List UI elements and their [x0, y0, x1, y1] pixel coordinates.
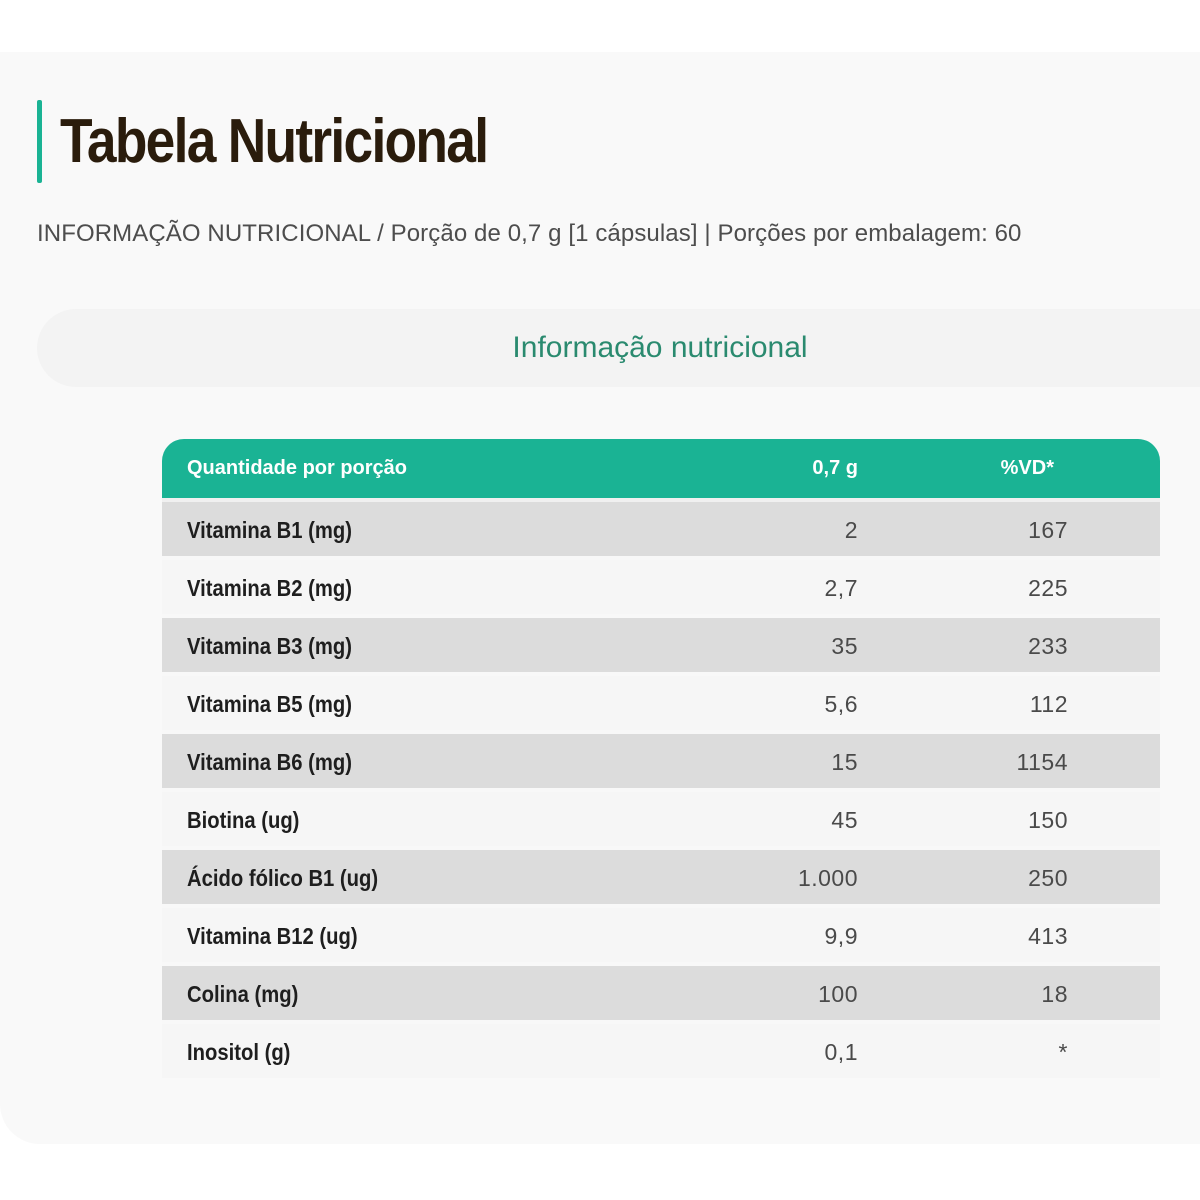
serving-info: INFORMAÇÃO NUTRICIONAL / Porção de 0,7 g [1 cápsulas] | Porções por embalagem: 60 [37, 220, 1022, 247]
nutrient-amount: 9,9 [824, 923, 858, 949]
page-title: Tabela Nutricional [60, 107, 488, 176]
table-row [162, 734, 1160, 792]
table-row [162, 676, 1160, 734]
nutrient-amount: 15 [831, 749, 858, 775]
accordion-label: Informação nutricional [512, 331, 808, 364]
nutrient-name: Ácido fólico B1 (ug) [187, 865, 379, 891]
nutrient-amount: 2 [844, 517, 858, 543]
table-row [162, 502, 1160, 560]
nutrient-name: Vitamina B6 (mg) [187, 749, 352, 775]
nutrient-name: Vitamina B3 (mg) [187, 633, 352, 659]
nutrient-vd: 167 [1028, 517, 1068, 543]
nutrient-name: Colina (mg) [187, 981, 299, 1007]
nutrient-vd: 250 [1028, 865, 1068, 891]
table-row [162, 908, 1160, 966]
nutrient-vd: 225 [1028, 575, 1068, 601]
nutrient-amount: 100 [818, 981, 858, 1007]
nutrient-amount: 45 [831, 807, 858, 833]
nutrient-amount: 35 [831, 633, 858, 659]
nutrient-vd: 233 [1028, 633, 1068, 659]
nutrient-name: Vitamina B5 (mg) [187, 691, 352, 717]
page-heading [37, 100, 557, 183]
nutrient-amount: 0,1 [824, 1039, 858, 1065]
nutrient-vd: * [1058, 1039, 1068, 1065]
nutrient-vd: 413 [1028, 923, 1068, 949]
nutrient-name: Inositol (g) [187, 1039, 291, 1065]
nutrient-vd: 18 [1041, 981, 1068, 1007]
nutrient-name: Biotina (ug) [187, 807, 300, 833]
table-header [162, 439, 1160, 502]
nutrient-amount: 2,7 [824, 575, 858, 601]
table-row [162, 850, 1160, 908]
table-row [162, 792, 1160, 850]
header-quantity: Quantidade por porção [187, 457, 408, 479]
nutrient-amount: 5,6 [824, 691, 858, 717]
nutrition-table [162, 439, 1160, 1078]
nutrient-amount: 1.000 [797, 865, 858, 891]
header-amount: 0,7 g [812, 457, 858, 479]
title-accent-bar [37, 100, 42, 183]
nutrient-vd: 150 [1028, 807, 1068, 833]
nutrient-vd: 1154 [1016, 749, 1068, 775]
nutrient-vd: 112 [1029, 691, 1068, 717]
table-row [162, 560, 1160, 618]
table-row [162, 1024, 1160, 1078]
nutrient-name: Vitamina B1 (mg) [187, 517, 352, 543]
nutrition-info-accordion[interactable] [37, 309, 1200, 387]
table-row [162, 618, 1160, 676]
table-row [162, 966, 1160, 1024]
nutrient-name: Vitamina B2 (mg) [187, 575, 352, 601]
nutrient-name: Vitamina B12 (ug) [187, 923, 358, 949]
header-vd: %VD* [1000, 457, 1054, 479]
